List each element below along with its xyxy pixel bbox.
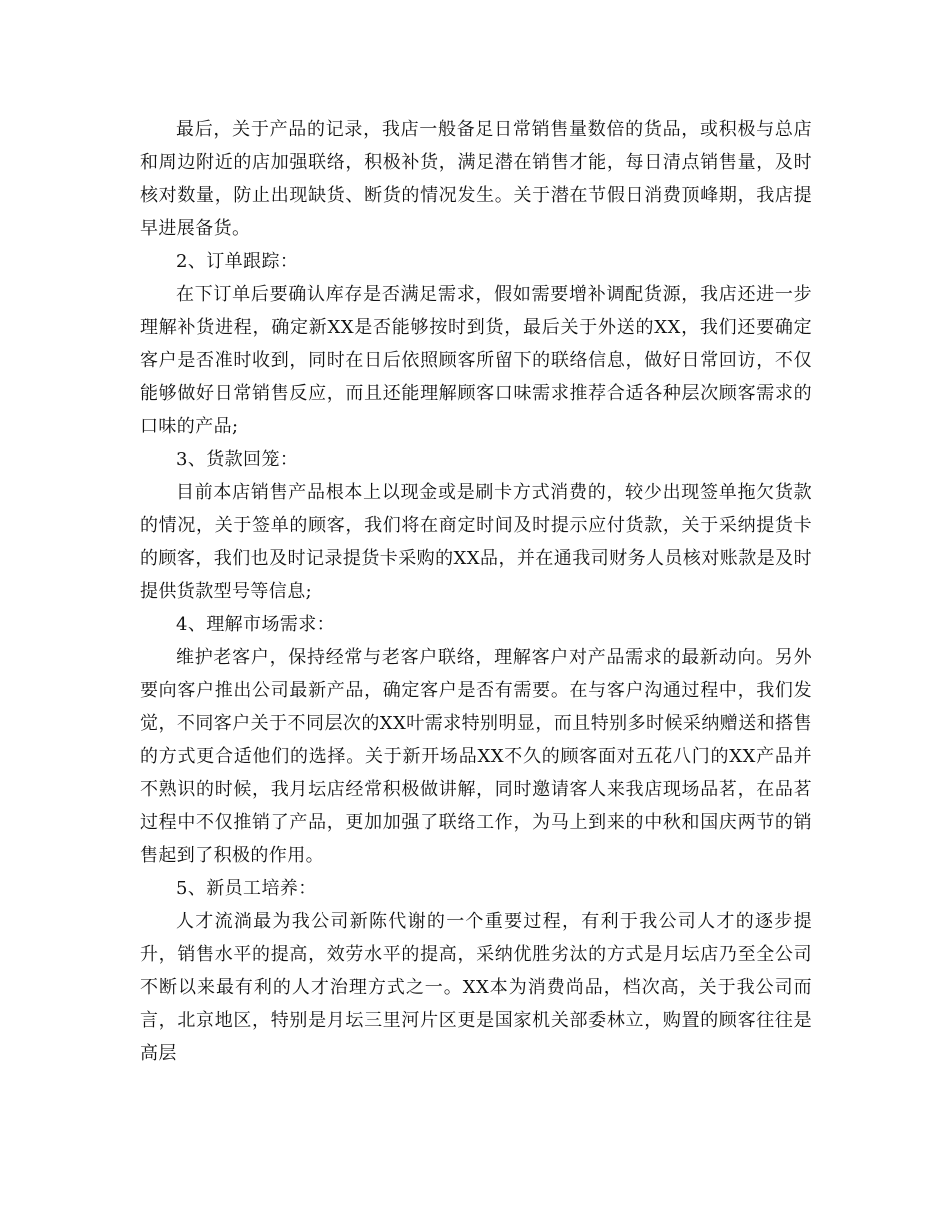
paragraph-order-tracking: 在下订单后要确认库存是否满足需求，假如需要增补调配货源，我店还进一步理解补货进程，确定新XX是否能够按时到货，最后关于外送的XX，我们还要确定客户是否准时收到，同时在日后依照顾客所留下的联络信息，做好日常回访，不仅能够做好日常销售反应，而且还能理解顾客口味需求推荐合适各种层次顾客需求的口味的产品; <box>140 284 812 437</box>
heading-market-demand: 4、理解市场需求： <box>176 614 336 635</box>
paragraph-market-demand: 维护老客户，保持经常与老客户联络，理解客户对产品需求的最新动向。另外要向客户推出公司最新产品，确定客户是否有需要。在与客户沟通过程中，我们发觉，不同客户关于不同层次的XX叶需求特别明显，而且特别多时候采纳赠送和搭售的方式更合适他们的选择。关于新开场品XX不久的顾客面对五花八门的XX产品并不熟识的时候，我月坛店经常积极做讲解，同时邀请客人来我店现场品茗，在品茗过程中不仅推销了产品，更加加强了联络工作，为马上到来的中秋和国庆两节的销售起到了积极的作用。 <box>140 647 812 866</box>
heading-order-tracking: 2、订单跟踪： <box>176 251 299 272</box>
document-body <box>140 113 812 1070</box>
paragraph-product-records: 最后，关于产品的记录，我店一般备足日常销售量数倍的货品，或积极与总店和周边附近的店加强联络，积极补货，满足潜在销售才能，每日清点销售量，及时核对数量，防止出现缺货、断货的情况发生。关于潜在节假日消费顶峰期，我店提早进展备货。 <box>140 119 812 239</box>
paragraph-payment-collection: 目前本店销售产品根本上以现金或是刷卡方式消费的，较少出现签单拖欠货款的情况，关于签单的顾客，我们将在商定时间及时提示应付货款，关于采纳提货卡的顾客，我们也及时记录提货卡采购的XX品，并在通我司财务人员核对账款是及时提供货款型号等信息; <box>140 482 812 602</box>
paragraph-new-staff-training: 人才流淌最为我公司新陈代谢的一个重要过程，有利于我公司人才的逐步提升，销售水平的提高，效劳水平的提高，采纳优胜劣汰的方式是月坛店乃至全公司不断以来最有利的人才治理方式之一。XX本为消费尚品，档次高，关于我公司而言，北京地区，特别是月坛三里河片区更是国家机关部委林立，购置的顾客往往是高层 <box>140 911 812 1064</box>
heading-payment-collection: 3、货款回笼： <box>176 449 299 470</box>
heading-new-staff-training: 5、新员工培养： <box>176 878 317 899</box>
